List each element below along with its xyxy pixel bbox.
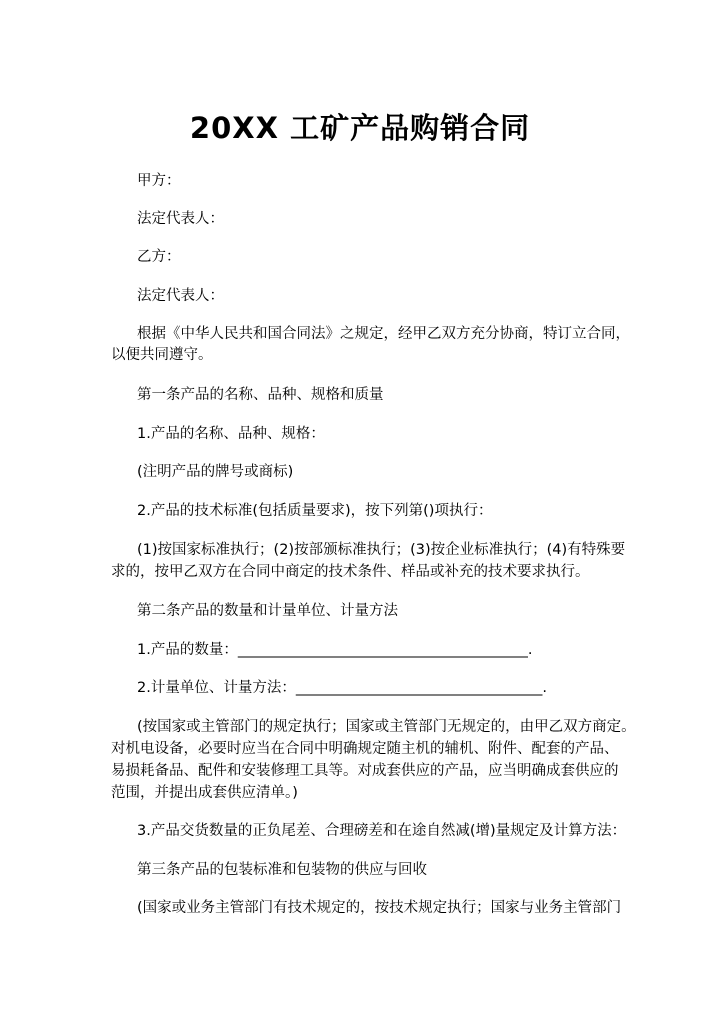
article-2-item-3: 3.产品交货数量的正负尾差、合理磅差和在途自然减(增)量规定及计算方法：: [137, 823, 627, 839]
party-b-representative-label: 法定代表人：: [137, 288, 224, 304]
article-1-item-1-note: (注明产品的牌号或商标): [137, 464, 294, 480]
article-2-title: 第二条产品的数量和计量单位、计量方法: [137, 603, 398, 619]
article-3-title: 第三条产品的包装标准和包装物的供应与回收: [137, 862, 427, 878]
article-1-item-2: 2.产品的技术标准(包括质量要求)，按下列第()项执行：: [137, 503, 493, 519]
party-a-representative-label: 法定代表人：: [137, 211, 224, 227]
article-2-note-line-2: 对机电设备，必要时应当在合同中明确规定随主机的辅机、附件、配套的产品、: [111, 741, 619, 757]
party-a-label: 甲方：: [137, 173, 181, 189]
article-1-title: 第一条产品的名称、品种、规格和质量: [137, 387, 384, 403]
party-b-label: 乙方：: [137, 249, 181, 265]
preamble-line-1: 根据《中华人民共和国合同法》之规定，经甲乙双方充分协商，特订立合同，: [137, 326, 630, 342]
preamble-line-2: 以便共同遵守。: [111, 347, 213, 363]
document-title: 20XX 工矿产品购销合同: [189, 111, 531, 145]
article-3-note-line-1: (国家或业务主管部门有技术规定的，按技术规定执行；国家与业务主管部门: [137, 900, 622, 916]
article-2-note-line-1: (按国家或主管部门的规定执行；国家或主管部门无规定的，由甲乙双方商定。: [137, 719, 636, 735]
article-2-item-1: 1.产品的数量：________________________________________.: [137, 642, 533, 658]
article-1-item-2-options-line-2: 求的，按甲乙双方在合同中商定的技术条件、样品或补充的技术要求执行。: [111, 564, 590, 580]
article-1-item-2-options-line-1: (1)按国家标准执行；(2)按部颁标准执行；(3)按企业标准执行；(4)有特殊要: [137, 542, 626, 558]
article-2-note-line-3: 易损耗备品、配件和安装修理工具等。对成套供应的产品，应当明确成套供应的: [111, 763, 619, 779]
article-2-note-line-4: 范围，并提出成套供应清单。): [111, 785, 298, 801]
article-1-item-1: 1.产品的名称、品种、规格：: [137, 426, 325, 442]
article-2-item-2: 2.计量单位、计量方法：__________________________________.: [137, 680, 547, 696]
